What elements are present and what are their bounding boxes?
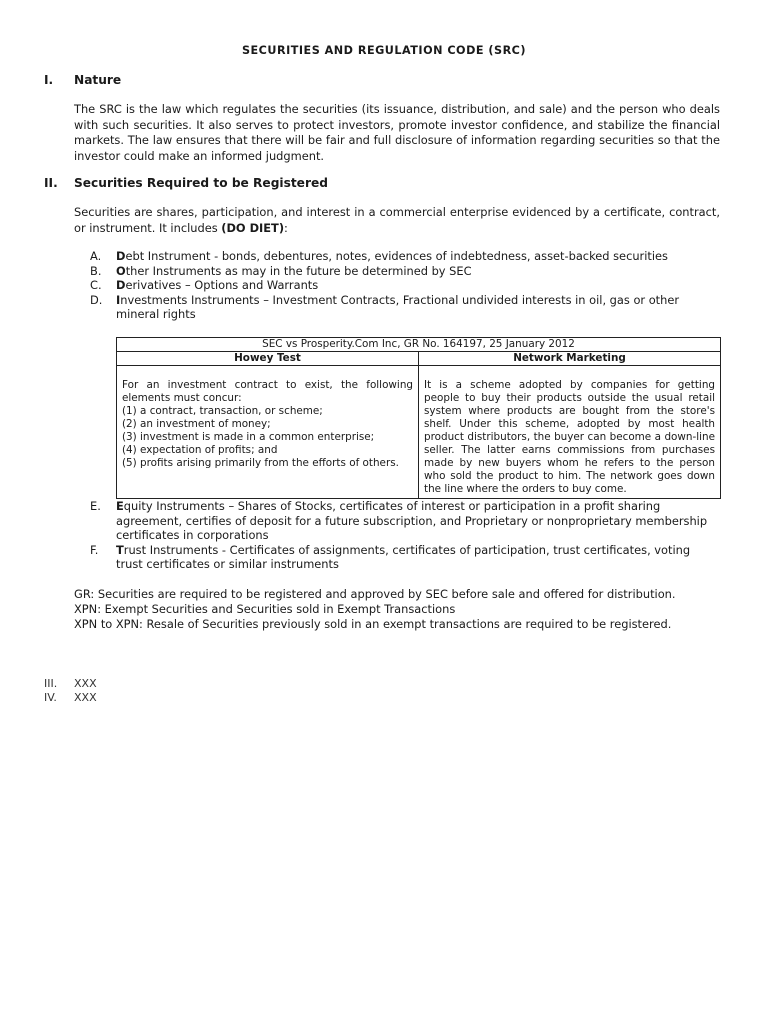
list-text: rust Instruments - Certificates of assignments, certificates of participation, trust certificates, voting trust certificates or similar instruments bbox=[116, 542, 691, 572]
case-comparison-table bbox=[116, 337, 721, 499]
list-text: ther Instruments as may in the future be determined by SEC bbox=[125, 263, 472, 278]
section-3-text: XXX bbox=[74, 677, 97, 690]
howey-element: (1) a contract, transaction, or scheme; bbox=[122, 405, 323, 417]
section-1-title: Nature bbox=[74, 73, 122, 87]
list-item bbox=[90, 249, 710, 264]
list-initial: O bbox=[116, 263, 126, 278]
list-text: nvestments Instruments – Investment Contracts, Fractional undivided interests in oil, gas or other mineral rights bbox=[116, 292, 680, 322]
section-2-number: II. bbox=[44, 176, 58, 190]
list-marker: F. bbox=[90, 542, 99, 557]
document-title: SECURITIES AND REGULATION CODE (SRC) bbox=[241, 44, 527, 57]
securities-list-top bbox=[90, 249, 710, 322]
section-1-heading bbox=[44, 73, 121, 87]
table-caption: SEC vs Prosperity.Com Inc, GR No. 164197, 25 January 2012 bbox=[117, 338, 721, 352]
list-text: erivatives – Options and Warrants bbox=[125, 278, 319, 293]
howey-test-cell bbox=[117, 366, 419, 499]
section-1-number: I. bbox=[44, 73, 54, 87]
list-marker: E. bbox=[90, 499, 101, 513]
section-2-mnemonic: (DO DIET) bbox=[221, 220, 285, 235]
section-2-intro-end: : bbox=[284, 220, 288, 235]
list-text: ebt Instrument - bonds, debentures, notes, evidences of indebtedness, asset-backed securities bbox=[125, 249, 668, 263]
list-marker: D. bbox=[90, 292, 103, 307]
list-marker: A. bbox=[90, 249, 102, 263]
general-rule: GR: Securities are required to be registered and approved by SEC before sale and offered for distribution. bbox=[74, 587, 676, 601]
list-item bbox=[90, 264, 710, 279]
section-2-intro-text: Securities are shares, participation, and interest in a commercial enterprise evidenced by a certificate, contract, or instrument. It includes bbox=[74, 205, 720, 235]
howey-test-intro: For an investment contract to exist, the following elements must concur: bbox=[122, 379, 413, 404]
network-marketing-header: Network Marketing bbox=[419, 352, 721, 366]
list-marker: C. bbox=[90, 278, 102, 293]
section-3-number: III. bbox=[44, 677, 58, 690]
howey-element: (3) investment is made in a common enterprise; bbox=[122, 431, 375, 443]
section-4-heading bbox=[44, 690, 97, 705]
list-item bbox=[90, 543, 710, 572]
list-item bbox=[90, 499, 710, 543]
section-3-heading bbox=[44, 676, 97, 691]
list-initial: D bbox=[116, 278, 126, 293]
list-initial: D bbox=[116, 249, 126, 263]
section-4-text: XXX bbox=[74, 691, 97, 704]
list-initial: I bbox=[116, 292, 121, 307]
section-2-intro bbox=[74, 205, 720, 236]
howey-element: (2) an investment of money; bbox=[122, 418, 271, 430]
howey-element: (5) profits arising primarily from the efforts of others. bbox=[122, 457, 399, 469]
network-marketing-cell: It is a scheme adopted by companies for getting people to buy their products outside the usual retail system where products are bought from the store's shelf. Under this scheme, adopted by most health product distributors, the buyer can become a down-line seller. The latter earns commissions from purchases made by new buyers whom he refers to the person who sold the product to him. The network goes down the line where the orders to buy come. bbox=[419, 366, 721, 499]
exception-to-exception: XPN to XPN: Resale of Securities previously sold in an exempt transactions are required to be registered. bbox=[74, 617, 672, 631]
exception: XPN: Exempt Securities and Securities sold in Exempt Transactions bbox=[74, 602, 456, 616]
list-marker: B. bbox=[90, 263, 102, 278]
list-initial: T bbox=[116, 542, 124, 557]
section-2-title: Securities Required to be Registered bbox=[74, 176, 328, 190]
section-1-text: The SRC is the law which regulates the securities (its issuance, distribution, and sale) and the person who deals with such securities. It also serves to protect investors, promote investor confidence, and stabilize the financial markets. The law ensures that there will be fair and full disclosure of information regarding securities so that the investor could make an informed judgment. bbox=[74, 102, 720, 163]
list-text: quity Instruments – Shares of Stocks, certificates of interest or participation in a profit sharing agreement, certifies of deposit for a future subscription, and Proprietary or nonproprietary membership certificates in corporations bbox=[116, 499, 708, 543]
list-initial: E bbox=[116, 499, 124, 513]
list-item bbox=[90, 293, 710, 322]
howey-test-header: Howey Test bbox=[117, 352, 419, 366]
howey-element: (4) expectation of profits; and bbox=[122, 444, 278, 456]
securities-list-bottom bbox=[90, 499, 710, 572]
section-2-heading bbox=[44, 176, 328, 190]
section-4-number: IV. bbox=[44, 691, 57, 704]
list-item bbox=[90, 278, 710, 293]
